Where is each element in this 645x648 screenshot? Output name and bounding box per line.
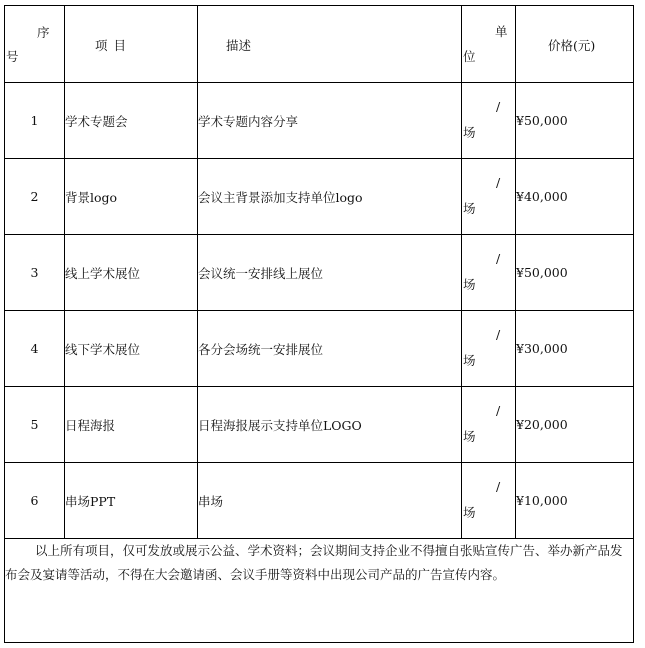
- row-unit-slash: /: [496, 327, 501, 342]
- row-number: 1: [5, 83, 65, 159]
- row-number: 2: [5, 159, 65, 235]
- row-number: 4: [5, 311, 65, 387]
- header-seq-bottom: 号: [6, 49, 19, 64]
- row-item: 日程海报: [65, 387, 198, 463]
- header-unit-bottom: 位: [463, 49, 476, 64]
- row-item: 线上学术展位: [65, 235, 198, 311]
- row-unit-slash: /: [496, 99, 501, 114]
- row-number: 5: [5, 387, 65, 463]
- header-price-label: 价格(元): [548, 38, 596, 53]
- row-unit-word: 场: [463, 277, 476, 292]
- table-header-row: [5, 6, 634, 83]
- row-description: 各分会场统一安排展位: [198, 311, 462, 387]
- note-row: [5, 539, 634, 643]
- table-row: [5, 235, 634, 311]
- header-description: [198, 6, 462, 83]
- header-description-label: 描述: [226, 38, 252, 53]
- header-item-label: 项目: [95, 38, 133, 53]
- row-unit: [462, 387, 516, 463]
- row-unit-slash: /: [496, 403, 501, 418]
- row-number: 3: [5, 235, 65, 311]
- pricing-table: [4, 5, 634, 643]
- table-row: [5, 463, 634, 539]
- row-price: ¥50,000: [516, 83, 634, 159]
- row-unit-word: 场: [463, 353, 476, 368]
- row-unit: [462, 159, 516, 235]
- row-item: 学术专题会: [65, 83, 198, 159]
- row-price: ¥50,000: [516, 235, 634, 311]
- header-unit-top: 单: [495, 24, 508, 39]
- row-unit-slash: /: [496, 251, 501, 266]
- header-seq: [5, 6, 65, 83]
- row-item: 线下学术展位: [65, 311, 198, 387]
- row-price: ¥10,000: [516, 463, 634, 539]
- row-price: ¥30,000: [516, 311, 634, 387]
- row-description: 串场: [198, 463, 462, 539]
- row-unit: [462, 311, 516, 387]
- header-item: [65, 6, 198, 83]
- row-unit: [462, 83, 516, 159]
- row-unit-slash: /: [496, 479, 501, 494]
- row-item: 串场PPT: [65, 463, 198, 539]
- table-row: [5, 83, 634, 159]
- row-unit-word: 场: [463, 429, 476, 444]
- table-row: [5, 159, 634, 235]
- row-number: 6: [5, 463, 65, 539]
- row-unit-word: 场: [463, 201, 476, 216]
- row-description: 日程海报展示支持单位LOGO: [198, 387, 462, 463]
- header-price: [516, 6, 634, 83]
- row-unit-word: 场: [463, 505, 476, 520]
- row-unit-word: 场: [463, 125, 476, 140]
- row-description: 学术专题内容分享: [198, 83, 462, 159]
- row-price: ¥40,000: [516, 159, 634, 235]
- header-unit: [462, 6, 516, 83]
- row-description: 会议统一安排线上展位: [198, 235, 462, 311]
- table-row: [5, 387, 634, 463]
- table-row: [5, 311, 634, 387]
- row-unit: [462, 463, 516, 539]
- header-seq-top: 序: [37, 25, 50, 40]
- row-item: 背景logo: [65, 159, 198, 235]
- row-price: ¥20,000: [516, 387, 634, 463]
- row-unit: [462, 235, 516, 311]
- row-description: 会议主背景添加支持单位logo: [198, 159, 462, 235]
- note-text: 以上所有项目，仅可发放或展示公益、学术资料；会议期间支持企业不得擅自张贴宣传广告、举办新产品发布会及宴请等活动，不得在大会邀请函、会议手册等资料中出现公司产品的广告宣传内容。: [5, 539, 634, 643]
- row-unit-slash: /: [496, 175, 501, 190]
